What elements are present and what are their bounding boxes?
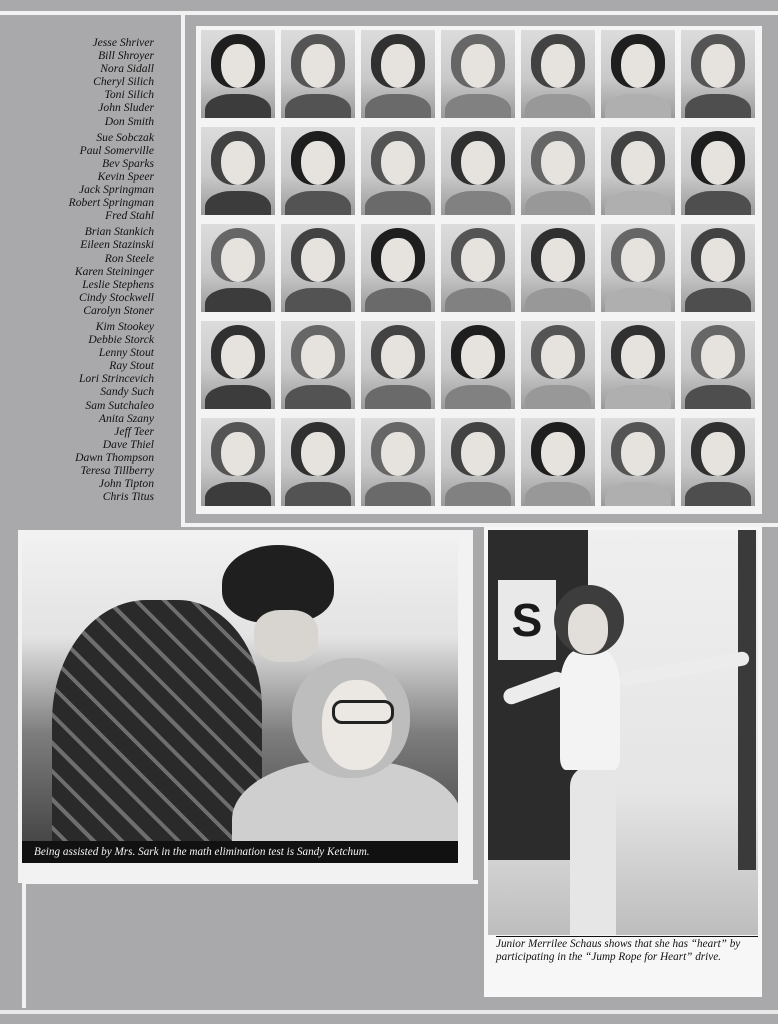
portrait-face bbox=[541, 238, 575, 282]
portrait-face bbox=[301, 335, 335, 379]
portrait-clothing bbox=[445, 482, 511, 506]
teacher-face bbox=[254, 610, 318, 662]
portrait-clothing bbox=[605, 191, 671, 215]
student-name: Lenny Stout bbox=[98, 346, 154, 360]
portrait-clothing bbox=[365, 482, 431, 506]
portrait-face bbox=[621, 335, 655, 379]
student-portrait bbox=[441, 321, 515, 409]
portrait-clothing bbox=[205, 385, 271, 409]
student-portrait bbox=[681, 321, 755, 409]
empty-box bbox=[22, 880, 478, 1008]
portrait-face bbox=[221, 432, 255, 476]
portrait-clothing bbox=[365, 288, 431, 312]
student-name: Teresa Tillberry bbox=[80, 464, 154, 477]
student-name: Dave Thiel bbox=[102, 437, 154, 451]
student-portrait bbox=[521, 321, 595, 409]
portrait-face bbox=[701, 44, 735, 88]
portrait-clothing bbox=[525, 191, 591, 215]
student-portrait bbox=[201, 30, 275, 118]
portrait-clothing bbox=[365, 94, 431, 118]
student-portrait bbox=[281, 30, 355, 118]
portrait-clothing bbox=[285, 482, 351, 506]
student-portrait bbox=[201, 418, 275, 506]
portrait-clothing bbox=[685, 482, 751, 506]
student-name: Paul Somerville bbox=[79, 143, 154, 157]
portrait-face bbox=[461, 432, 495, 476]
student-name: Carolyn Stoner bbox=[83, 303, 154, 317]
teacher-figure bbox=[52, 600, 262, 863]
jumper-face bbox=[568, 604, 608, 654]
glasses-icon bbox=[332, 700, 394, 724]
portrait-clothing bbox=[205, 482, 271, 506]
student-name: Sam Sutchaleo bbox=[85, 398, 154, 412]
student-portrait bbox=[361, 418, 435, 506]
portrait-grid bbox=[196, 26, 762, 514]
student-name: John Tipton bbox=[98, 477, 154, 491]
student-portrait bbox=[281, 224, 355, 312]
jumper-right-arm bbox=[618, 651, 750, 688]
student-name: Jack Springman bbox=[78, 183, 154, 197]
portrait-clothing bbox=[285, 288, 351, 312]
name-group-2 bbox=[20, 131, 154, 223]
portrait-clothing bbox=[285, 94, 351, 118]
photo-caption-jump-rope bbox=[496, 936, 758, 964]
portrait-clothing bbox=[605, 385, 671, 409]
portrait-face bbox=[621, 432, 655, 476]
portrait-clothing bbox=[445, 191, 511, 215]
portrait-face bbox=[621, 44, 655, 88]
student-name: Bill Shroyer bbox=[98, 49, 154, 63]
wall-sign-letter: S bbox=[498, 580, 556, 660]
student-portrait bbox=[281, 321, 355, 409]
photo-caption-math-test: Being assisted by Mrs. Sark in the math elimination test is Sandy Ketchum. bbox=[22, 841, 458, 863]
portrait-face bbox=[541, 335, 575, 379]
name-group-4 bbox=[20, 320, 154, 412]
student-name: Cindy Stockwell bbox=[78, 290, 154, 304]
portrait-face bbox=[301, 141, 335, 185]
student-name: Bev Sparks bbox=[102, 156, 154, 170]
jumper-legs bbox=[570, 766, 616, 935]
portrait-clothing bbox=[445, 385, 511, 409]
student-name: John Sluder bbox=[98, 101, 154, 115]
student-name: Cheryl Silich bbox=[93, 75, 154, 89]
portrait-face bbox=[701, 432, 735, 476]
portrait-clothing bbox=[445, 94, 511, 118]
portrait-face bbox=[381, 238, 415, 282]
student-portrait bbox=[201, 321, 275, 409]
portrait-clothing bbox=[525, 385, 591, 409]
student-portrait bbox=[681, 418, 755, 506]
student-name: Karen Steininger bbox=[74, 264, 154, 278]
name-group-5 bbox=[20, 412, 154, 504]
portrait-clothing bbox=[205, 288, 271, 312]
portrait-clothing bbox=[445, 288, 511, 312]
student-name: Ron Steele bbox=[104, 251, 154, 265]
student-portrait bbox=[521, 127, 595, 215]
student-name: Leslie Stephens bbox=[82, 277, 154, 291]
student-name: Toni Silich bbox=[104, 88, 154, 102]
student-portrait bbox=[441, 30, 515, 118]
portrait-face bbox=[381, 335, 415, 379]
portrait-clothing bbox=[285, 385, 351, 409]
bottom-rule bbox=[0, 1010, 778, 1014]
student-name: Lori Strincevich bbox=[78, 372, 154, 386]
student-portrait bbox=[441, 418, 515, 506]
portrait-clothing bbox=[365, 191, 431, 215]
student-portrait bbox=[441, 224, 515, 312]
student-name: Dawn Thompson bbox=[75, 450, 154, 464]
student-name: Don Smith bbox=[104, 114, 154, 128]
student-name: Chris Titus bbox=[102, 490, 154, 504]
student-portrait bbox=[201, 127, 275, 215]
portrait-face bbox=[701, 238, 735, 282]
student-portrait bbox=[521, 418, 595, 506]
student-portrait bbox=[681, 30, 755, 118]
student-name: Sandy Such bbox=[100, 385, 154, 399]
student-portrait bbox=[521, 30, 595, 118]
name-list bbox=[20, 36, 154, 503]
portrait-face bbox=[461, 335, 495, 379]
photo-caption-jump-rope-text: Junior Merrilee Schaus shows that she has “heart” by participating in the “Jump Rope for Heart” drive. bbox=[496, 938, 741, 963]
student-name: Anita Szany bbox=[98, 411, 154, 425]
photo-math-test bbox=[22, 540, 458, 863]
student-portrait bbox=[361, 224, 435, 312]
portrait-face bbox=[541, 432, 575, 476]
portrait-face bbox=[301, 44, 335, 88]
student-name: Fred Stahl bbox=[105, 209, 154, 223]
portrait-face bbox=[301, 238, 335, 282]
portrait-clothing bbox=[605, 482, 671, 506]
student-portrait bbox=[281, 127, 355, 215]
portrait-face bbox=[541, 44, 575, 88]
student-portrait bbox=[681, 127, 755, 215]
portrait-face bbox=[221, 238, 255, 282]
wall-post bbox=[738, 530, 756, 870]
portrait-face bbox=[381, 432, 415, 476]
portrait-clothing bbox=[525, 288, 591, 312]
student-name: Ray Stout bbox=[109, 359, 154, 373]
portrait-clothing bbox=[205, 191, 271, 215]
student-name: Jeff Teer bbox=[114, 424, 154, 438]
portrait-clothing bbox=[525, 94, 591, 118]
portrait-face bbox=[381, 44, 415, 88]
portrait-clothing bbox=[365, 385, 431, 409]
student-portrait bbox=[681, 224, 755, 312]
portrait-face bbox=[621, 141, 655, 185]
student-portrait bbox=[201, 224, 275, 312]
student-name: Kim Stookey bbox=[95, 319, 154, 333]
portrait-clothing bbox=[685, 288, 751, 312]
student-portrait bbox=[361, 127, 435, 215]
photo-jump-rope bbox=[488, 530, 758, 935]
portrait-clothing bbox=[285, 191, 351, 215]
student-name: Debbie Storck bbox=[88, 333, 154, 347]
portrait-clothing bbox=[605, 288, 671, 312]
student-portrait bbox=[601, 127, 675, 215]
name-group-3 bbox=[20, 225, 154, 317]
portrait-face bbox=[461, 141, 495, 185]
student-name: Kevin Speer bbox=[97, 169, 154, 183]
student-portrait bbox=[441, 127, 515, 215]
student-name: Eileen Stazinski bbox=[80, 238, 154, 252]
portrait-face bbox=[541, 141, 575, 185]
jumper-body bbox=[560, 650, 620, 770]
student-portrait bbox=[361, 30, 435, 118]
portrait-clothing bbox=[525, 482, 591, 506]
student-name: Robert Springman bbox=[68, 196, 154, 210]
student-portrait bbox=[521, 224, 595, 312]
student-name: Brian Stankich bbox=[84, 225, 154, 239]
portrait-face bbox=[621, 238, 655, 282]
student-portrait bbox=[601, 418, 675, 506]
portrait-face bbox=[221, 335, 255, 379]
portrait-face bbox=[381, 141, 415, 185]
student-name: Jesse Shriver bbox=[92, 36, 154, 49]
portrait-face bbox=[301, 432, 335, 476]
student-portrait bbox=[601, 224, 675, 312]
student-portrait bbox=[601, 30, 675, 118]
student-face bbox=[322, 680, 392, 770]
portrait-face bbox=[221, 44, 255, 88]
portrait-face bbox=[461, 238, 495, 282]
portrait-face bbox=[701, 141, 735, 185]
portrait-face bbox=[701, 335, 735, 379]
portrait-clothing bbox=[685, 94, 751, 118]
portrait-face bbox=[461, 44, 495, 88]
name-group-1 bbox=[20, 36, 154, 128]
portrait-clothing bbox=[685, 385, 751, 409]
portrait-face bbox=[221, 141, 255, 185]
portrait-clothing bbox=[605, 94, 671, 118]
student-name: Nora Sidall bbox=[100, 62, 154, 76]
student-portrait bbox=[361, 321, 435, 409]
student-portrait bbox=[601, 321, 675, 409]
portrait-clothing bbox=[205, 94, 271, 118]
student-name: Sue Sobczak bbox=[96, 130, 154, 144]
student-portrait bbox=[281, 418, 355, 506]
portrait-clothing bbox=[685, 191, 751, 215]
